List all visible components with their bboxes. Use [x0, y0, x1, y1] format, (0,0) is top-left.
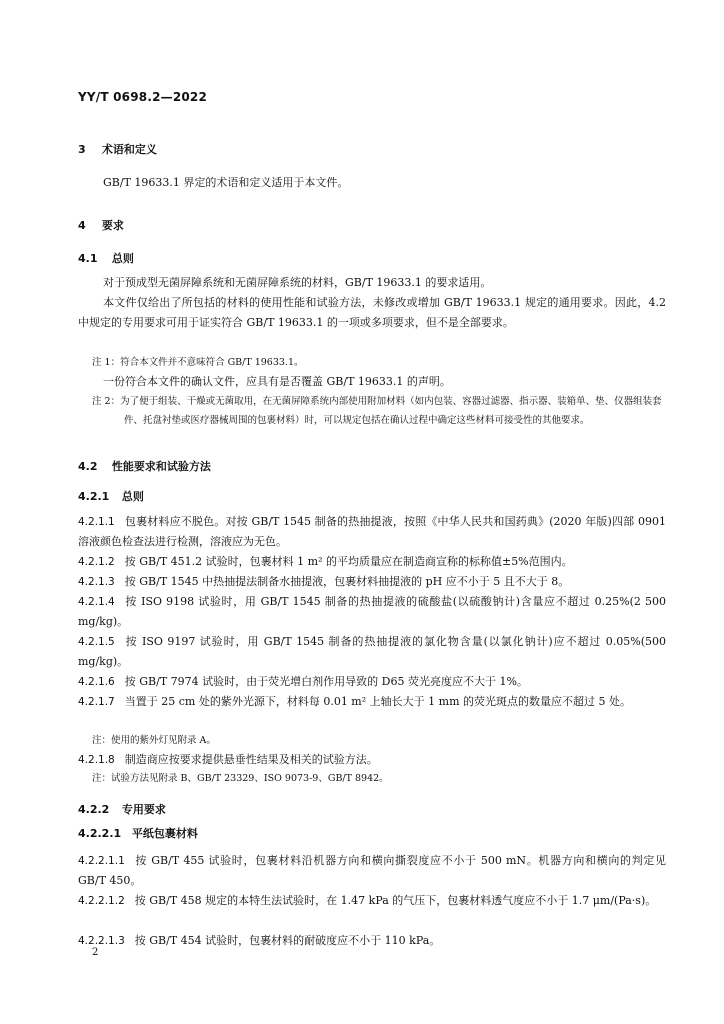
clause-4-2-1-7 — [78, 692, 666, 712]
heading-4-1-title: 总则 — [111, 252, 134, 265]
clause-number: 4.2.1.8 — [78, 754, 115, 766]
clause-4-2-1-8 — [78, 750, 666, 770]
heading-4-2-2-1-number: 4.2.2.1 — [78, 827, 122, 840]
sec4-1-note1: 注 1：符合本文件并不意味符合 GB/T 19633.1。 — [92, 357, 304, 368]
clause-number: 4.2.2.1.2 — [78, 895, 125, 907]
clause-text: 按 ISO 9197 试验时，用 GB/T 1545 制备的热抽提液的氯化物含量(以氯化钠计)应不超过 0.05%(500 mg/kg)。 — [78, 635, 666, 668]
clause-text: 按 GB/T 458 规定的本特生法试验时，在 1.47 kPa 的气压下，包裹材料透气度应不小于 1.7 μm/(Pa·s)。 — [134, 894, 657, 907]
heading-4 — [78, 217, 124, 233]
heading-4-2-1-title: 总则 — [121, 490, 144, 503]
sec3-body: GB/T 19633.1 界定的术语和定义适用于本文件。 — [103, 176, 349, 189]
clause-number: 4.2.1.4 — [78, 596, 115, 608]
clause-number: 4.2.1.1 — [78, 516, 115, 528]
heading-4-2-2-1 — [78, 825, 198, 841]
clause-text: 按 GB/T 7974 试验时，由于荧光增白剂作用导致的 D65 荧光亮度应不大于 1%。 — [124, 675, 528, 688]
heading-4-2-number: 4.2 — [78, 460, 98, 473]
clause-text: 按 GB/T 1545 中热抽提法制备水抽提液，包裹材料抽提液的 pH 应不小于 5 且不大于 8。 — [124, 575, 570, 588]
heading-4-2-2-title: 专用要求 — [121, 803, 166, 816]
clause-4-2-2-1-1 — [78, 851, 666, 891]
clause-number: 4.2.1.6 — [78, 676, 115, 688]
clause-number: 4.2.1.2 — [78, 556, 115, 568]
page-number: 2 — [92, 947, 99, 958]
clause-4-2-1-6 — [78, 672, 666, 692]
clause-text: 制造商应按要求提供悬垂性结果及相关的试验方法。 — [124, 753, 378, 766]
clause-text: 按 GB/T 454 试验时，包裹材料的耐破度应不小于 110 kPa。 — [134, 934, 441, 947]
heading-4-2-title: 性能要求和试验方法 — [111, 460, 211, 473]
clause-4-2-1-4 — [78, 592, 666, 632]
clause-number: 4.2.2.1.1 — [78, 855, 125, 867]
sec4-1-note2: 注 2：为了便于组装、干燥或无菌取用，在无菌屏障系统内部使用附加材料（如内包装、容器过滤器、指示器、装箱单、垫、仪器组装套件、托盘衬垫或医疗器械周围的包裹材料）时，可以规定包括在确认过程中确定这些材料可接受性的其他要求。 — [92, 396, 662, 426]
clause-text: 当置于 25 cm 处的紫外光源下，材料每 0.01 m² 上轴长大于 1 mm 的荧光斑点的数量应不超过 5 处。 — [124, 695, 631, 708]
clause-4-2-2-1-2 — [78, 891, 666, 911]
heading-4-2-1-number: 4.2.1 — [78, 490, 110, 503]
heading-4-1 — [78, 250, 134, 266]
clause-4-2-1-5 — [78, 632, 666, 672]
clause-text: 包裹材料应不脱色。对按 GB/T 1545 制备的热抽提液，按照《中华人民共和国药典》(2020 年版)四部 0901 溶液颜色检查法进行检测，溶液应为无色。 — [78, 515, 666, 548]
sec4-1-para2: 本文件仅给出了所包括的材料的使用性能和试验方法，未修改或增加 GB/T 19633.1 规定的通用要求。因此，4.2 中规定的专用要求可用于证实符合 GB/T 19633.1 的一项或多项要求，但不是全部要求。 — [78, 296, 666, 329]
clause-text: 按 GB/T 451.2 试验时，包裹材料 1 m² 的平均质量应在制造商宣称的标称值±5%范围内。 — [124, 555, 573, 568]
heading-4-2 — [78, 458, 211, 474]
heading-4-2-2-1-title: 平纸包裹材料 — [131, 827, 198, 840]
heading-3-title: 术语和定义 — [101, 143, 157, 156]
clause-4-2-1-2 — [78, 552, 666, 572]
heading-4-2-2-number: 4.2.2 — [78, 803, 110, 816]
clause-4-2-1-3 — [78, 572, 666, 592]
clause-number: 4.2.1.3 — [78, 576, 115, 588]
sec4-1-para1: 对于预成型无菌屏障系统和无菌屏障系统的材料，GB/T 19633.1 的要求适用。 — [103, 276, 492, 289]
heading-4-title: 要求 — [101, 219, 124, 232]
heading-4-number: 4 — [78, 219, 86, 232]
clause-number: 4.2.1.5 — [78, 636, 115, 648]
standard-number: YY/T 0698.2—2022 — [78, 90, 208, 104]
sec4-1-para3: 一份符合本文件的确认文件，应具有是否覆盖 GB/T 19633.1 的声明。 — [103, 375, 451, 388]
clause-number: 4.2.2.1.3 — [78, 935, 125, 947]
clause-4-2-2-1-3 — [78, 931, 666, 951]
heading-3-number: 3 — [78, 143, 86, 156]
heading-3 — [78, 141, 157, 157]
heading-4-2-1 — [78, 488, 144, 504]
note-uv-lamp: 注：使用的紫外灯见附录 A。 — [92, 735, 216, 746]
note-test-methods: 注：试验方法见附录 B、GB/T 23329、ISO 9073-9、GB/T 8942。 — [92, 773, 389, 784]
clause-text: 按 GB/T 455 试验时，包裹材料沿机器方向和横向撕裂度应不小于 500 mN。机器方向和横向的判定见 GB/T 450。 — [78, 854, 666, 887]
heading-4-1-number: 4.1 — [78, 252, 98, 265]
clause-4-2-1-1 — [78, 512, 666, 552]
clause-text: 按 ISO 9198 试验时，用 GB/T 1545 制备的热抽提液的硫酸盐(以硫酸钠计)含量应不超过 0.25%(2 500 mg/kg)。 — [78, 595, 666, 628]
heading-4-2-2 — [78, 801, 166, 817]
clause-number: 4.2.1.7 — [78, 696, 115, 708]
